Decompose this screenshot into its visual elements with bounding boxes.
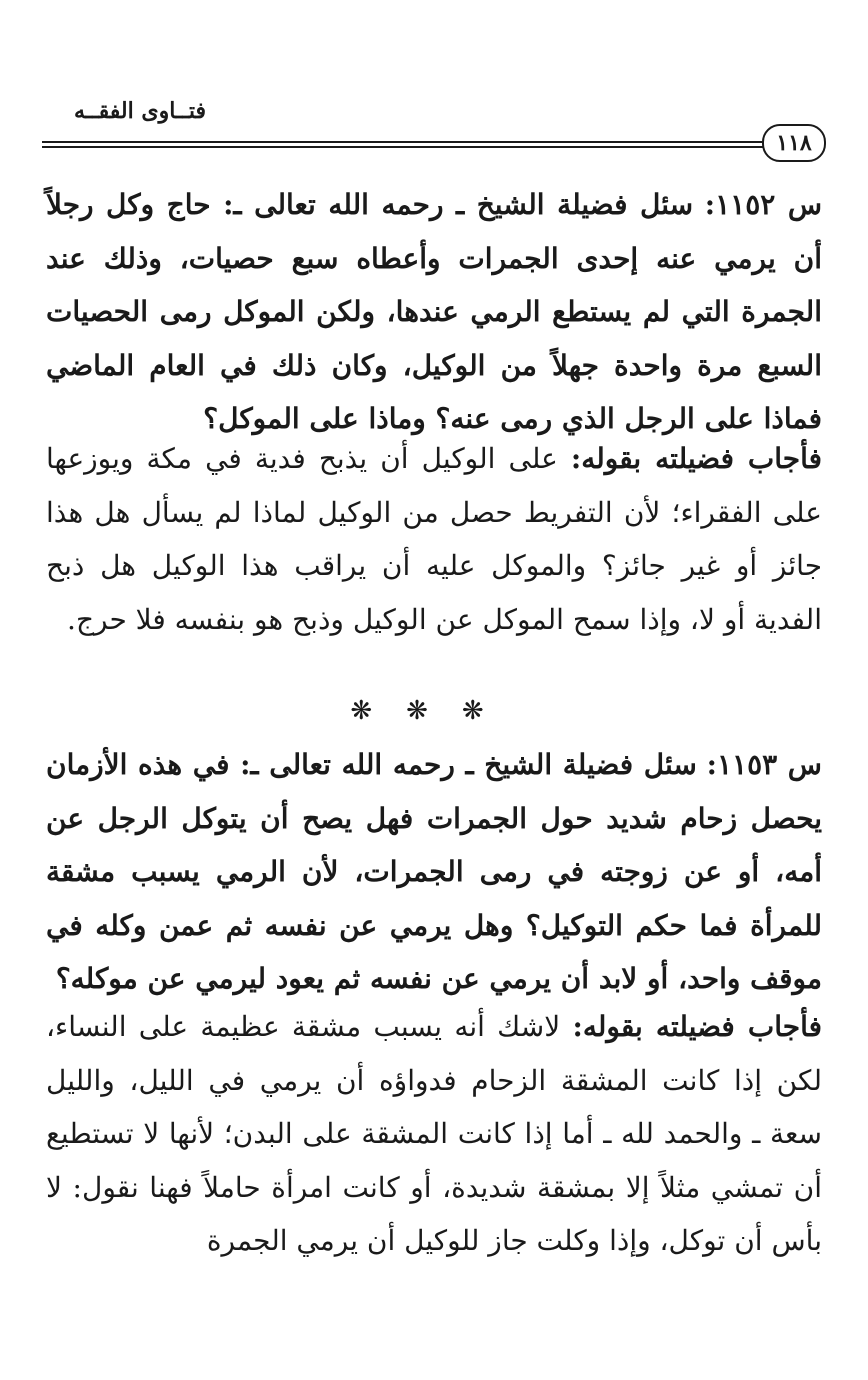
question-text: سئل فضيلة الشيخ ـ رحمه الله تعالى ـ: حاج وكل رجلاً أن يرمي عنه إحدى الجمرات وأعطاه سبع حصيات، وذلك عند الجمرة التي لم يستطع الرمي عندها، ولكن الموكل رمى الحصيات السبع مرة واحدة جهلاً من الوكيل، وكان ذلك في العام الماضي فماذا على الرجل الذي رمى عنه؟ وماذا على الموكل؟ xyxy=(46,188,822,435)
answer-1153 xyxy=(46,1000,822,1268)
header-rule-thin xyxy=(42,146,764,148)
question-text: سئل فضيلة الشيخ ـ رحمه الله تعالى ـ: في هذه الأزمان يحصل زحام شديد حول الجمرات فهل يصح أن يتوكل الرجل عن أمه، أو عن زوجته في رمى الجمرات، لأن الرمي يسبب مشقة للمرأة فما حكم التوكيل؟ وهل يرمي عن نفسه ثم عمن وكله في موقف واحد، أو لابد أن يرمي عن نفسه ثم يعود ليرمي عن موكله؟ xyxy=(46,748,822,995)
answer-text: لاشك أنه يسبب مشقة عظيمة على النساء، لكن إذا كانت المشقة الزحام فدواؤه أن يرمي في الليل، والليل سعة ـ والحمد لله ـ أما إذا كانت المشقة على البدن؛ لأنها لا تستطيع أن تمشي مثلاً إلا بمشقة شديدة، أو كانت امرأة حاملاً فهنا نقول: لا بأس أن توكل، وإذا وكلت جاز للوكيل أن يرمي الجمرة xyxy=(46,1010,822,1257)
answer-label: فأجاب فضيلته بقوله: xyxy=(570,442,822,475)
question-label: س ١١٥٢: xyxy=(704,188,822,221)
header-rule xyxy=(42,141,764,143)
section-divider: ❋❋❋ xyxy=(350,696,518,726)
answer-label: فأجاب فضيلته بقوله: xyxy=(572,1010,822,1043)
running-title: فتــاوى الفقــه xyxy=(73,98,206,124)
question-label: س ١١٥٣: xyxy=(706,748,822,781)
question-1152 xyxy=(46,178,822,446)
page-number: ١١٨ xyxy=(762,124,826,162)
answer-1152 xyxy=(46,432,822,646)
answer-text: على الوكيل أن يذبح فدية في مكة ويوزعها على الفقراء؛ لأن التفريط حصل من الوكيل لماذا لم يسأل هل هذا جائز أو غير جائز؟ والموكل عليه أن يراقب هذا الوكيل هل ذبح الفدية أو لا، وإذا سمح الموكل عن الوكيل وذبح هو بنفسه فلا حرج. xyxy=(46,442,822,636)
question-1153 xyxy=(46,738,822,1006)
